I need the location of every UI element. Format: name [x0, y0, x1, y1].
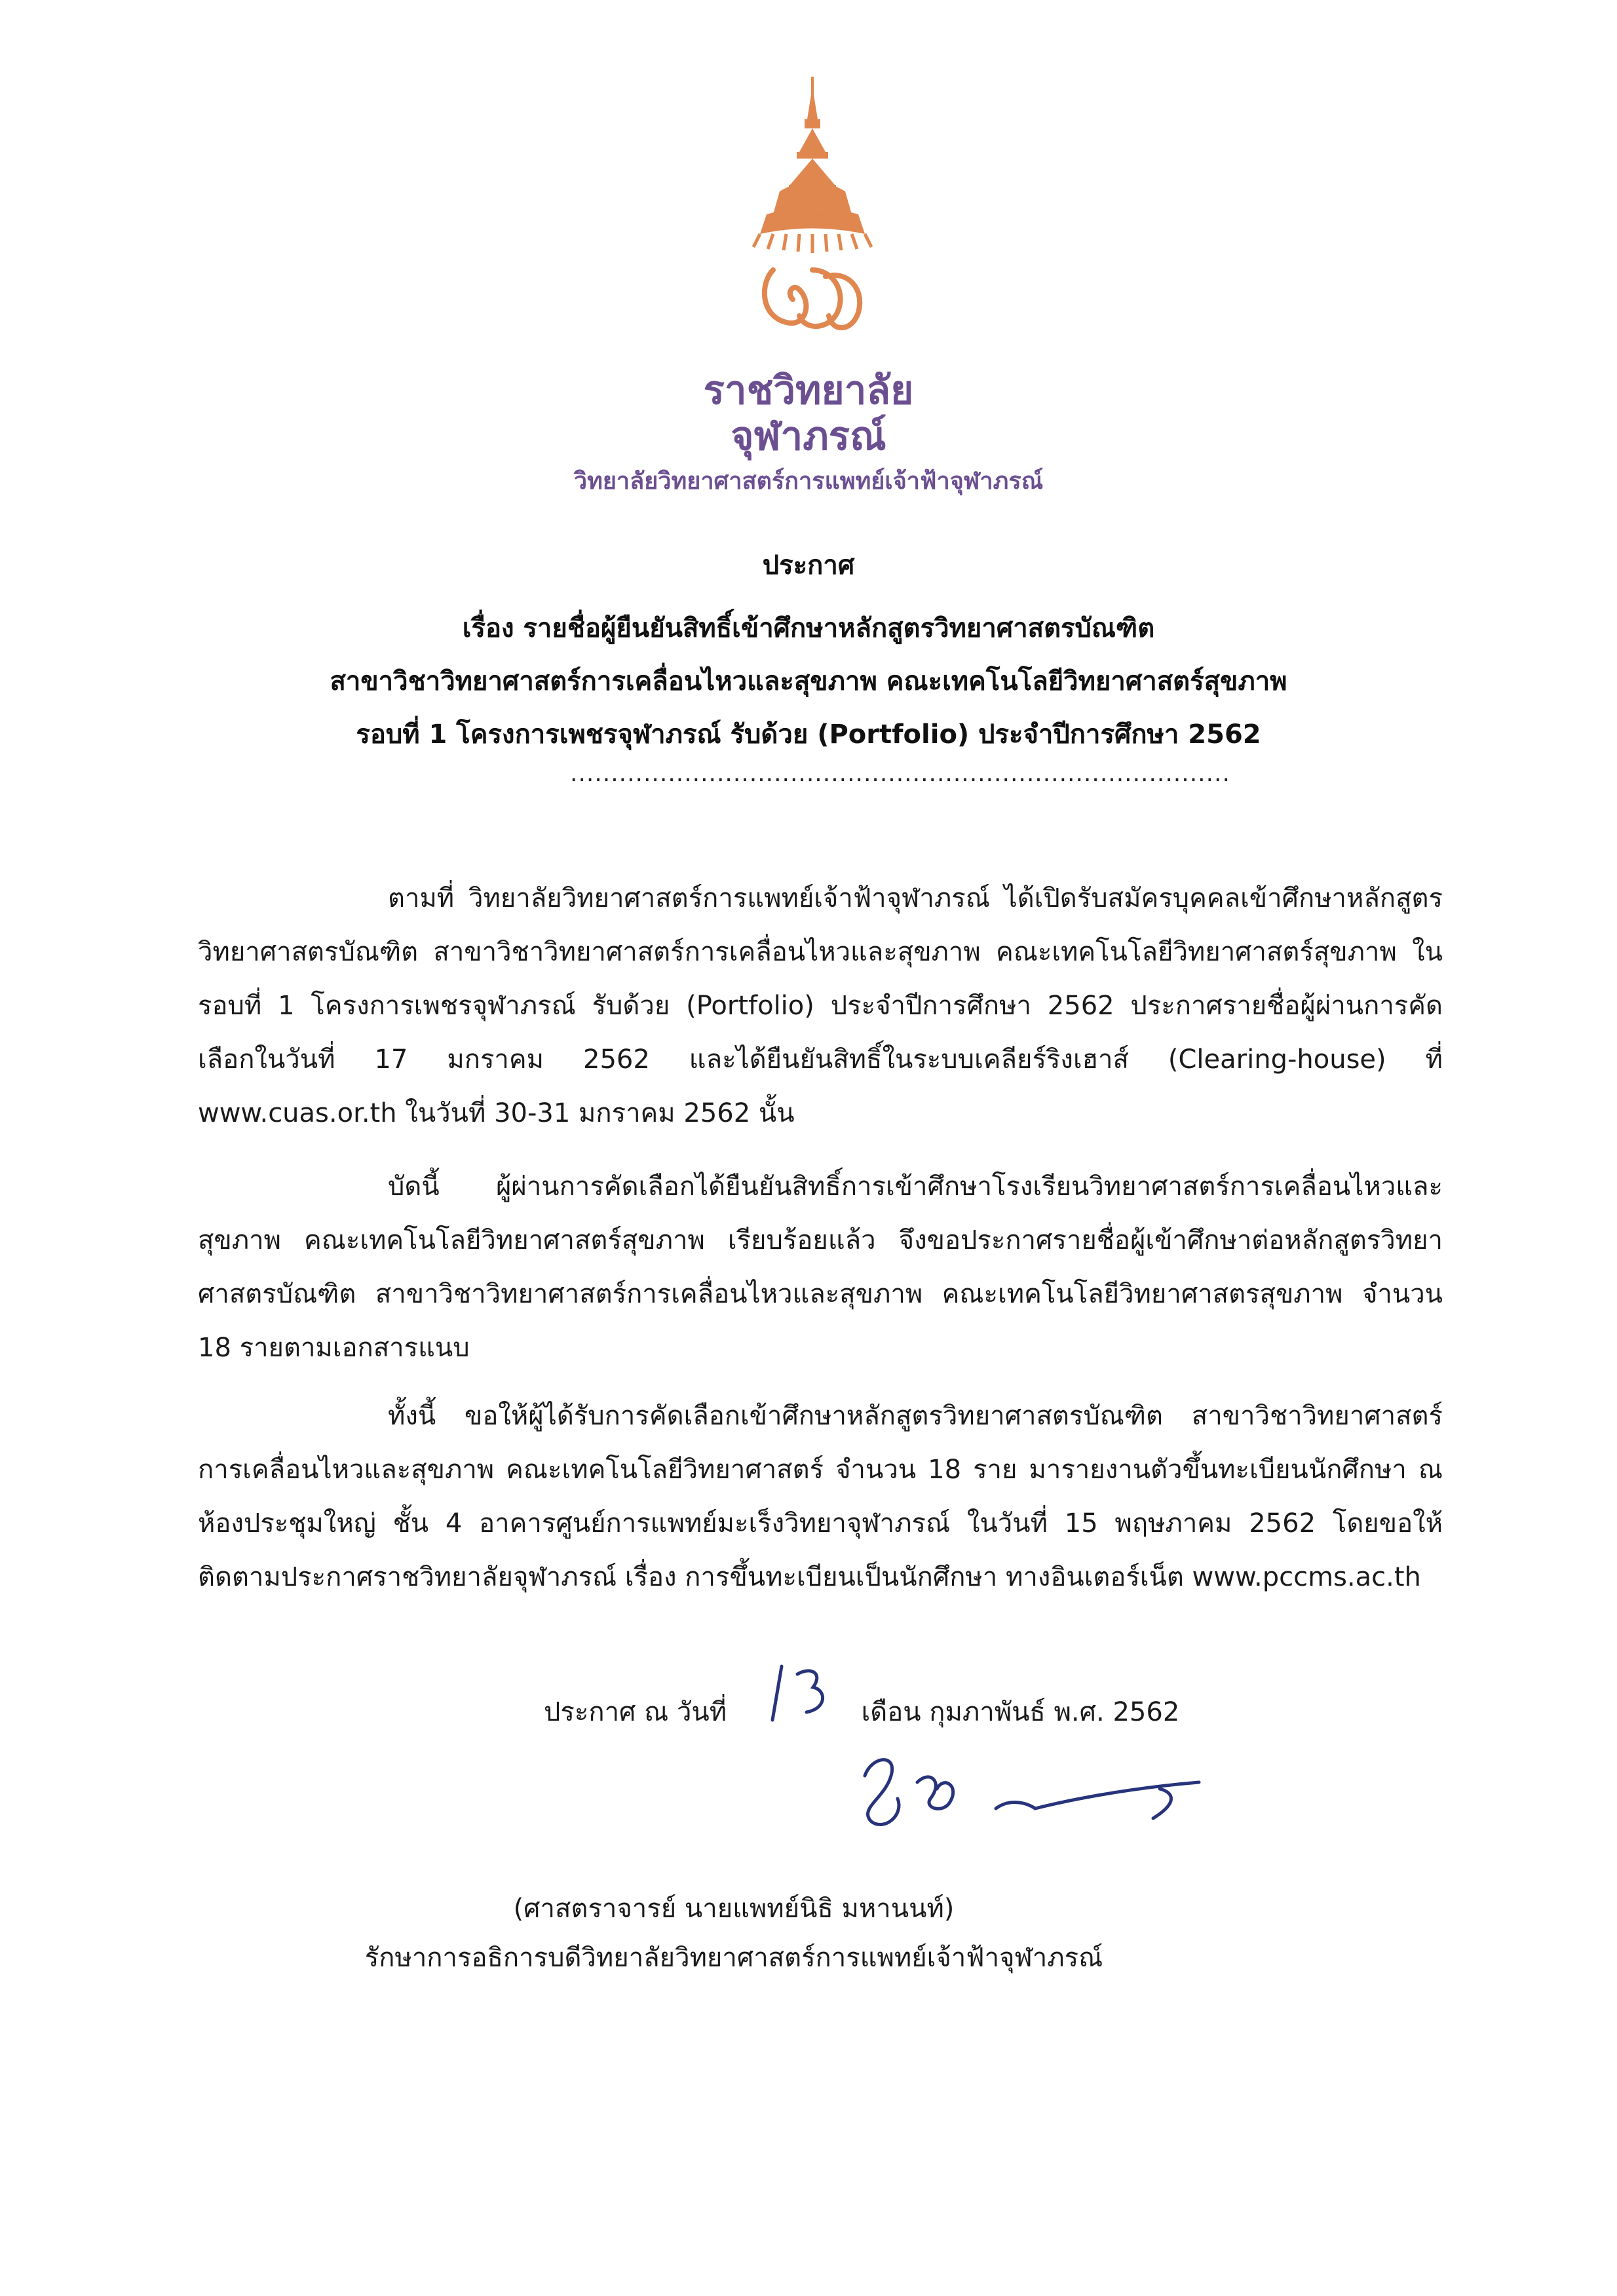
announcement-title: ประกาศ	[762, 550, 855, 581]
subject-line-1: เรื่อง รายชื่อผู้ยืนยันสิทธิ์เข้าศึกษาหลักสูตรวิทยาศาสตรบัณฑิต	[462, 613, 1155, 643]
body-paragraph-1: ตามที่ วิทยาลัยวิทยาศาสตร์การแพทย์เจ้าฟ้าจุฬาภรณ์ ได้เปิดรับสมัครบุคคลเข้าศึกษาหลักสูตรวิทยาศาสตรบัณฑิต สาขาวิชาวิทยาศาสตร์การเคลื่อนไหวและสุขภาพ คณะเทคโนโลยีวิทยาศาสตร์สุขภาพ ในรอบที่ 1 โครงการเพชรจุฬาภรณ์ รับด้วย (Portfolio) ประจำปีการศึกษา 2562 ประกาศรายชื่อผู้ผ่านการคัดเลือกในวันที่ 17 มกราคม 2562 และได้ยืนยันสิทธิ์ในระบบเคลียร์ริงเฮาส์ (Clearing-house) ที่ www.cuas.or.th ในวันที่ 30-31 มกราคม 2562 นั้น	[198, 883, 1443, 1128]
date-line	[544, 1691, 1179, 1732]
date-prefix: ประกาศ ณ วันที่	[544, 1697, 727, 1727]
handwritten-signature-icon	[845, 1736, 1225, 1848]
separator-dots: .................................................................................	[570, 760, 1230, 787]
org-subtitle: วิทยาลัยวิทยาศาสตร์การแพทย์เจ้าฟ้าจุฬาภรณ์	[573, 468, 1044, 495]
org-name-line2: จุฬาภรณ์	[731, 413, 886, 459]
body-paragraph-2: บัดนี้ ผู้ผ่านการคัดเลือกได้ยืนยันสิทธิ์การเข้าศึกษาโรงเรียนวิทยาศาสตร์การเคลื่อนไหวและสุขภาพ คณะเทคโนโลยีวิทยาศาสตร์สุขภาพ เรียบร้อยแล้ว จึงขอประกาศรายชื่อผู้เข้าศึกษาต่อหลักสูตรวิทยาศาสตรบัณฑิต สาขาวิชาวิทยาศาสตร์การเคลื่อนไหวและสุขภาพ คณะเทคโนโลยีวิทยาศาสตรสุขภาพ จำนวน 18 รายตามเอกสารแนบ	[198, 1172, 1443, 1363]
signer-title: รักษาการอธิการบดีวิทยาลัยวิทยาศาสตร์การแพทย์เจ้าฟ้าจุฬาภรณ์	[364, 1943, 1103, 1973]
subject-line-2: สาขาวิชาวิทยาศาสตร์การเคลื่อนไหวและสุขภาพ คณะเทคโนโลยีวิทยาศาสตร์สุขภาพ	[330, 666, 1287, 697]
royal-crown-emblem-icon	[734, 73, 891, 349]
subject-line-3: รอบที่ 1 โครงการเพชรจุฬาภรณ์ รับด้วย (Portfolio) ประจำปีการศึกษา 2562	[356, 719, 1261, 750]
handwritten-day-13	[763, 1655, 842, 1733]
date-suffix: เดือน กุมภาพันธ์ พ.ศ. 2562	[861, 1697, 1180, 1727]
body-paragraph-3: ทั้งนี้ ขอให้ผู้ได้รับการคัดเลือกเข้าศึกษาหลักสูตรวิทยาศาสตรบัณฑิต สาขาวิชาวิทยาศาสตร์การเคลื่อนไหวและสุขภาพ คณะเทคโนโลยีวิทยาศาสตร์ จำนวน 18 ราย มารายงานตัวขึ้นทะเบียนนักศึกษา ณ ห้องประชุมใหญ่ ชั้น 4 อาคารศูนย์การแพทย์มะเร็งวิทยาจุฬาภรณ์ ในวันที่ 15 พฤษภาคม 2562 โดยขอให้ติดตามประกาศราชวิทยาลัยจุฬาภรณ์ เรื่อง การขึ้นทะเบียนเป็นนักศึกษา ทางอินเตอร์เน็ต www.pccms.ac.th	[198, 1401, 1443, 1592]
org-name-line1: ราชวิทยาลัย	[703, 368, 914, 413]
signer-name: (ศาสตราจารย์ นายแพทย์นิธิ มหานนท์)	[513, 1894, 955, 1924]
